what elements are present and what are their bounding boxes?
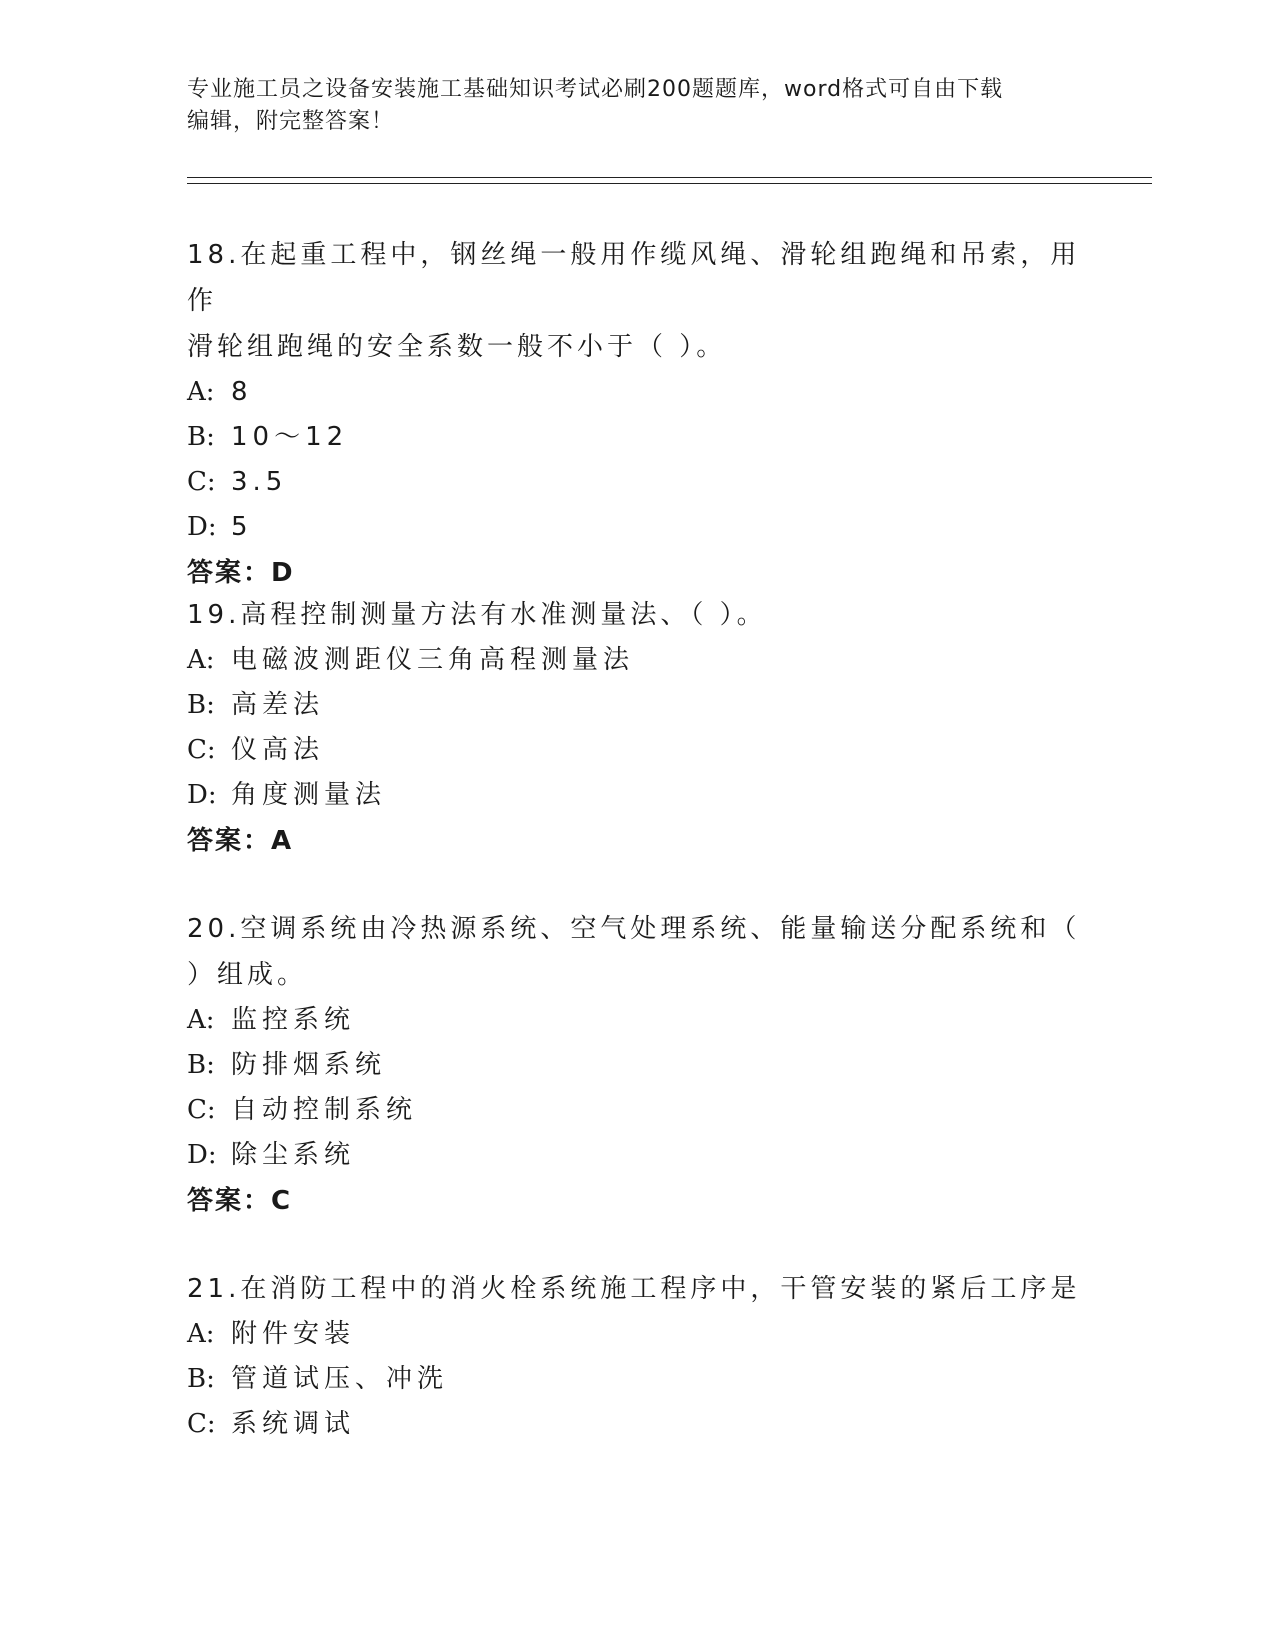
option-c (187, 728, 1087, 773)
option-value: 5 (231, 512, 253, 542)
question-text-line-1: 20.空调系统由冷热源系统、空气处理系统、能量输送分配系统和（ (187, 914, 1081, 944)
option-value: 高差法 (231, 690, 325, 720)
option-value: 附件安装 (231, 1319, 356, 1349)
option-letter: C: (187, 735, 216, 765)
option-c (187, 1088, 1087, 1133)
option-letter: C: (187, 1095, 216, 1125)
option-d (187, 505, 1087, 550)
question-18 (187, 232, 1087, 596)
answer (187, 1178, 1087, 1224)
option-letter: A: (187, 645, 215, 675)
option-c (187, 460, 1087, 505)
option-value: 系统调试 (231, 1409, 356, 1439)
option-value: 电磁波测距仪三角高程测量法 (231, 645, 635, 675)
header-line-2: 编辑，附完整答案！ (187, 109, 395, 134)
option-value: 除尘系统 (231, 1140, 356, 1170)
option-letter: D: (187, 1140, 217, 1170)
question-20 (187, 906, 1087, 1224)
header-line-1: 专业施工员之设备安装施工基础知识考试必刷200题题库，word格式可自由下载 (187, 77, 1004, 102)
option-letter: B: (187, 1364, 215, 1394)
option-value: 自动控制系统 (231, 1095, 418, 1125)
option-letter: D: (187, 780, 217, 810)
answer-label: 答案： (187, 558, 272, 588)
option-value: 防排烟系统 (231, 1050, 387, 1080)
question-text-line-1: 19.高程控制测量方法有水准测量法、（ ）。 (187, 600, 767, 630)
option-b (187, 415, 1087, 460)
option-value: 监控系统 (231, 1005, 356, 1035)
answer-value: D (271, 558, 295, 588)
option-b (187, 683, 1087, 728)
option-value: 8 (231, 377, 253, 407)
option-b (187, 1357, 1087, 1402)
option-letter: D: (187, 512, 217, 542)
answer (187, 818, 1087, 864)
option-value: 3.5 (231, 467, 288, 497)
option-value: 仪高法 (231, 735, 325, 765)
option-letter: A: (187, 1005, 215, 1035)
answer-label: 答案： (187, 826, 272, 856)
option-letter: B: (187, 422, 215, 452)
option-letter: A: (187, 377, 215, 407)
header-divider-bottom (187, 183, 1152, 184)
option-letter: C: (187, 467, 216, 497)
option-b (187, 1043, 1087, 1088)
option-letter: B: (187, 690, 215, 720)
answer-value: A (271, 826, 294, 856)
option-c (187, 1402, 1087, 1447)
answer-value: C (271, 1186, 293, 1216)
question-text-line-1: 21.在消防工程中的消火栓系统施工程序中，干管安装的紧后工序是 (187, 1274, 1081, 1304)
option-a (187, 638, 1087, 683)
question-text-line-2: 滑轮组跑绳的安全系数一般不小于（ ）。 (187, 332, 727, 362)
option-a (187, 1312, 1087, 1357)
question-text-line-2: ）组成。 (187, 960, 308, 990)
option-a (187, 370, 1087, 415)
option-letter: A: (187, 1319, 215, 1349)
option-d (187, 1133, 1087, 1178)
header-divider-top (187, 177, 1152, 178)
option-d (187, 773, 1087, 818)
question-19 (187, 592, 1087, 864)
option-value: 10～12 (231, 422, 349, 452)
option-a (187, 998, 1087, 1043)
option-value: 管道试压、冲洗 (231, 1364, 449, 1394)
option-letter: B: (187, 1050, 215, 1080)
answer-label: 答案： (187, 1186, 272, 1216)
question-21 (187, 1266, 1087, 1447)
option-value: 角度测量法 (231, 780, 387, 810)
answer (187, 550, 1087, 596)
option-letter: C: (187, 1409, 216, 1439)
document-header (187, 74, 1087, 138)
question-text-line-1: 18.在起重工程中，钢丝绳一般用作缆风绳、滑轮组跑绳和吊索，用作 (187, 240, 1081, 316)
